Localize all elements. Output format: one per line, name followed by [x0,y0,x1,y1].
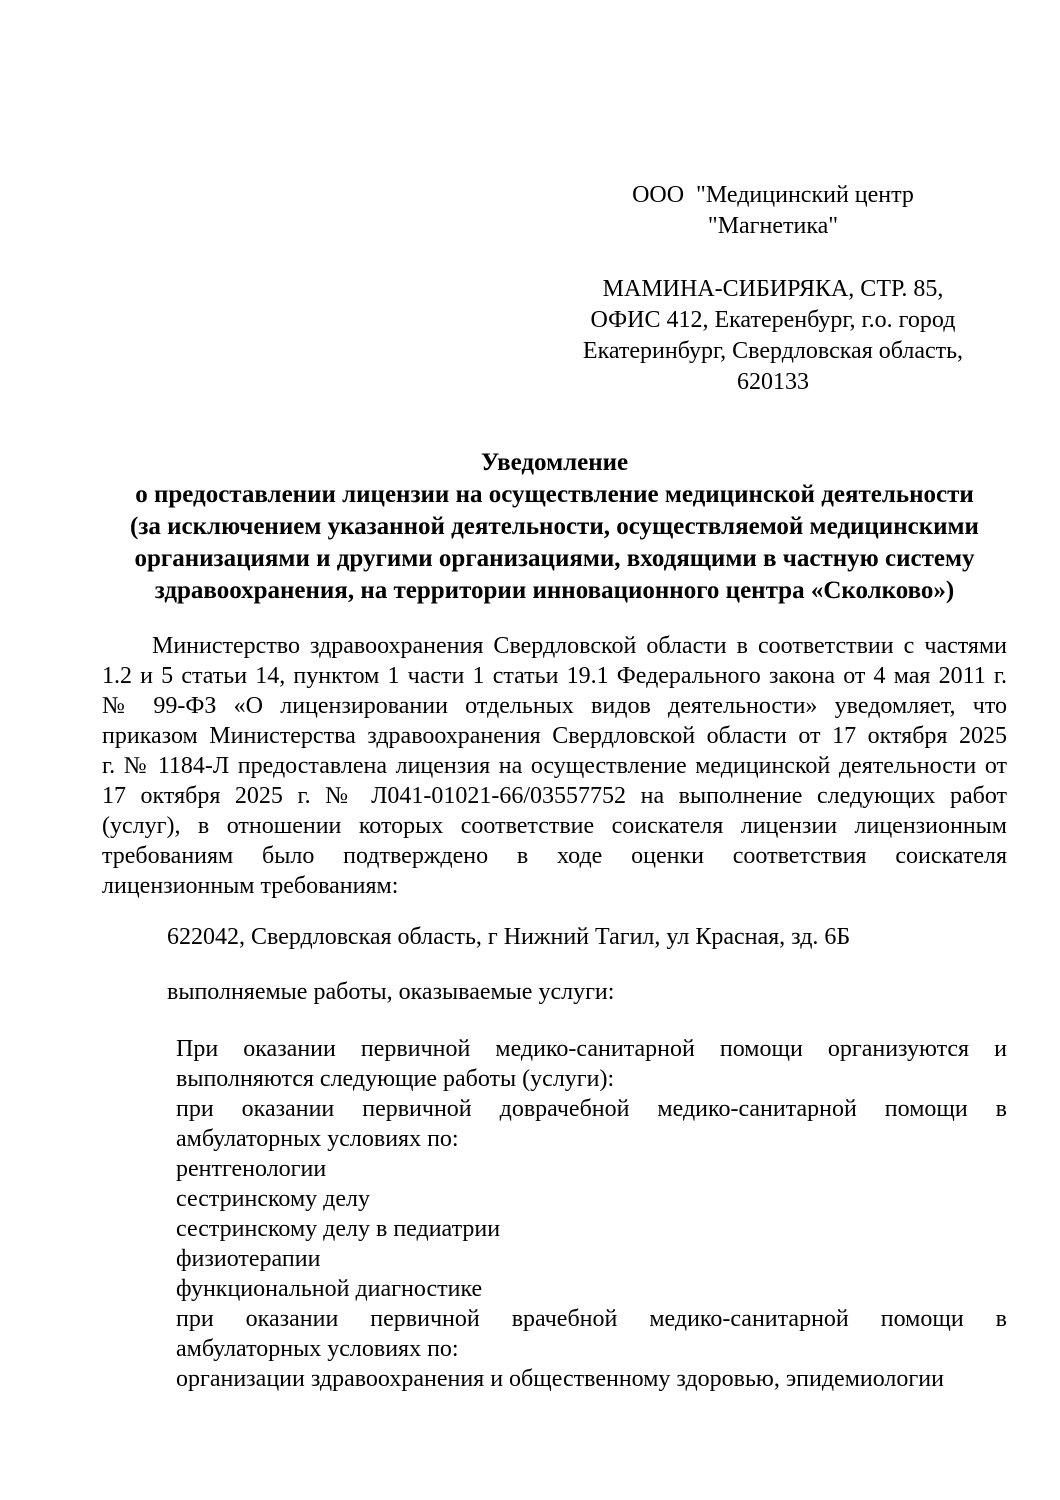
body-line: (услуг), в отношении которых соответствие соискателя лицензии лицензионным [102,813,1007,839]
recipient-address-line: Екатеринбург, Свердловская область, [582,338,964,364]
service-line: амбулаторных условиях по: [176,1336,459,1362]
body-line: лицензионным требованиям: [102,873,399,899]
body-line: 17 октября 2025 г. № Л041-01021-66/03557752 на выполнение следующих работ [102,783,1007,809]
body-line: приказом Министерства здравоохранения Свердловской области от 17 октября 2025 [102,723,1007,749]
document-title-line: Уведомление [480,449,629,476]
body-line: требованиям было подтверждено в ходе оценки соответствия соискателя [102,843,1007,869]
document-title-line: (за исключением указанной деятельности, осуществляемой медицинскими [130,513,979,540]
body-line: Министерство здравоохранения Свердловской области в соответствии с частями [152,633,1007,659]
body-line: 1.2 и 5 статьи 14, пунктом 1 части 1 статьи 19.1 Федерального закона от 4 мая 2011 г. [102,663,1007,689]
recipient-address-line: 620133 [737,369,809,395]
license-site-address: 622042, Свердловская область, г Нижний Тагил, ул Красная, зд. 6Б [167,924,851,950]
service-line: сестринскому делу в педиатрии [176,1216,501,1242]
service-line: амбулаторных условиях по: [176,1126,459,1152]
document-title-line: о предоставлении лицензии на осуществление медицинской деятельности [135,481,974,508]
services-list [102,1034,1007,1394]
body-line: № 99-ФЗ «О лицензировании отдельных видов деятельности» уведомляет, что [102,693,1007,719]
service-line: организации здравоохранения и общественному здоровью, эпидемиологии [176,1366,944,1392]
recipient-address [563,274,983,398]
recipient-address-line: МАМИНА-СИБИРЯКА, СТР. 85, [602,276,944,302]
recipient-block [563,180,983,398]
service-line: выполняются следующие работы (услуги): [176,1066,615,1092]
recipient-org-line: ООО "Медицинский центр [632,182,914,208]
body-paragraph [102,631,1007,901]
recipient-org-name [563,180,983,242]
service-line: функциональной диагностике [176,1276,483,1302]
service-line: При оказании первичной медико-санитарной помощи организуются и [176,1036,1007,1062]
service-line: при оказании первичной доврачебной медико-санитарной помощи в [176,1096,1007,1122]
body-line: г. № 1184-Л предоставлена лицензия на осуществление медицинской деятельности от [102,753,1007,779]
document-title [102,447,1007,607]
document-title-line: организациями и другими организациями, входящими в частную систему [134,545,975,572]
document-title-line: здравоохранения, на территории инновационного центра «Сколково») [154,577,955,604]
service-line: рентгенологии [176,1156,327,1182]
works-heading: выполняемые работы, оказываемые услуги: [167,979,615,1005]
service-line: физиотерапии [176,1246,321,1272]
recipient-org-line: "Магнетика" [707,213,839,239]
recipient-address-line: ОФИС 412, Екатеренбург, г.о. город [590,307,956,333]
service-line: при оказании первичной врачебной медико-санитарной помощи в [176,1306,1007,1332]
service-line: сестринскому делу [176,1186,370,1212]
